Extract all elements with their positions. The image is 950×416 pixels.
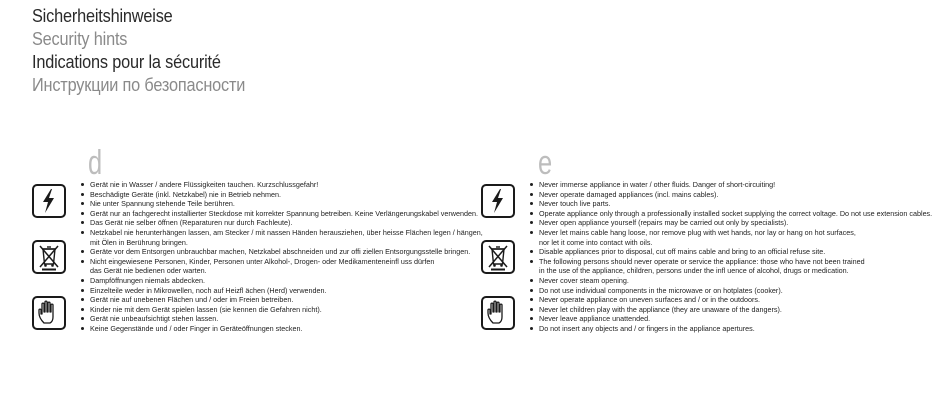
- title-english: Security hints: [32, 28, 128, 49]
- safety-hint-text: Never immerse appliance in water / other fluids. Danger of short-circuiting!: [539, 180, 776, 189]
- title-russian: Инструкции по безопасности: [32, 74, 246, 95]
- safety-hint-text: Never let children play with the appliance (they are unaware of the dangers).: [539, 304, 782, 314]
- safety-hint-text: The following persons should never operate or service the appliance: those who have not been trained: [539, 256, 865, 266]
- safety-hint-item: [530, 276, 932, 286]
- safety-hint-item: [530, 305, 932, 315]
- safety-hint-item: [530, 295, 932, 305]
- crossed-out-bin-icon: [32, 240, 66, 274]
- high-voltage-icon: [481, 184, 515, 218]
- safety-hint-item: [81, 199, 483, 209]
- safety-hint-continuation: in the use of the appliance, children, persons under the infl uence of alcohol, drugs or medication.: [539, 266, 849, 276]
- language-letter-d: d: [88, 144, 103, 182]
- safety-hint-item: [530, 324, 932, 334]
- safety-hint-item: [530, 199, 932, 209]
- safety-hint-text: Gerät nie auf unebenen Flächen und / oder im Freien betreiben.: [90, 295, 294, 305]
- safety-hint-text: Never let mains cable hang loose, nor remove plug with wet hands, nor lay or hang on hot surfaces,: [539, 227, 856, 237]
- safety-hint-item: [530, 314, 932, 324]
- safety-hint-item: [81, 218, 483, 228]
- safety-hint-item: [81, 286, 483, 296]
- safety-hint-item: [530, 286, 932, 296]
- safety-hint-text: Keine Gegenstände und / oder Finger in Geräteöffnungen stecken.: [90, 323, 303, 333]
- safety-hint-text: Kinder nie mit dem Gerät spielen lassen (sie kennen die Gefahren nicht).: [90, 304, 322, 314]
- title-french: Indications pour la sécurité: [32, 51, 221, 72]
- language-letter-e: e: [538, 144, 553, 182]
- safety-hint-item: [81, 180, 483, 190]
- safety-hint-text: Beschädigte Geräte (inkl. Netzkabel) nie in Betrieb nehmen.: [90, 189, 281, 199]
- safety-hint-text: Nie unter Spannung stehende Teile berühren.: [90, 199, 235, 209]
- safety-hint-text: Never leave appliance unattended.: [539, 314, 651, 324]
- title-block: [32, 4, 274, 96]
- safety-hint-text: Gerät nie in Wasser / andere Flüssigkeiten tauchen. Kurzschlussgefahr!: [90, 180, 319, 189]
- safety-hint-text: Gerät nie unbeaufsichtigt stehen lassen.: [90, 314, 219, 324]
- safety-list-german: [81, 180, 483, 334]
- safety-hint-item: [530, 180, 932, 190]
- safety-hint-item: [81, 257, 483, 276]
- safety-hint-text: Einzelteile weder in Mikrowellen, noch auf Heizfl ächen (Herd) verwenden.: [90, 285, 327, 295]
- safety-hint-text: Do not insert any objects and / or fingers in the appliance apertures.: [539, 323, 755, 333]
- safety-hint-text: Netzkabel nie herunterhängen lassen, am Stecker / mit nassen Händen herausziehen, über heisse Flächen legen / hängen,: [90, 227, 483, 237]
- safety-hint-item: [81, 314, 483, 324]
- safety-hint-text: Das Gerät nie selber öffnen (Reparaturen nur durch Fachleute).: [90, 218, 293, 228]
- high-voltage-icon: [32, 184, 66, 218]
- safety-hint-text: Nicht eingewiesene Personen, Kinder, Personen unter Alkohol-, Drogen- oder Medikamenteneinfl uss dürfen: [90, 256, 435, 266]
- safety-hint-item: [530, 190, 932, 200]
- safety-hint-text: Gerät nur an fachgerecht installierter Steckdose mit korrekter Spannung betreiben. Keine Verlängerungskabel verwenden.: [90, 208, 478, 218]
- safety-hint-item: [530, 218, 932, 228]
- safety-hint-text: Never operate damaged appliances (incl. mains cables).: [539, 189, 719, 199]
- safety-hint-item: [81, 209, 483, 219]
- safety-hint-item: [530, 257, 932, 276]
- safety-hint-continuation: das Gerät nie bedienen oder warten.: [90, 266, 207, 276]
- safety-hint-text: Disable appliances prior to disposal, cut off mains cable and bring to an official refuse site.: [539, 247, 826, 257]
- hand-stop-icon: [481, 296, 515, 330]
- safety-hint-item: [81, 190, 483, 200]
- safety-hint-item: [530, 228, 932, 247]
- hand-stop-icon: [32, 296, 66, 330]
- safety-hint-text: Do not use individual components in the microwave or on hotplates (cooker).: [539, 285, 783, 295]
- safety-hint-text: Never cover steam opening.: [539, 275, 629, 285]
- safety-hint-text: Dampföffnungen niemals abdecken.: [90, 275, 205, 285]
- safety-hint-text: Never open appliance yourself (repairs may be carried out only by specialists).: [539, 218, 789, 228]
- safety-hint-item: [530, 247, 932, 257]
- safety-hint-text: Never touch live parts.: [539, 199, 611, 209]
- safety-hint-item: [81, 295, 483, 305]
- safety-hint-continuation: mit Ölen in Berührung bringen.: [90, 237, 188, 247]
- safety-hint-text: Operate appliance only through a professionally installed socket supplying the correct voltage. Do not use extension cables.: [539, 208, 933, 218]
- safety-hint-item: [530, 209, 932, 219]
- safety-hint-continuation: nor let it come into contact with oils.: [539, 237, 653, 247]
- safety-hint-item: [81, 276, 483, 286]
- safety-hint-item: [81, 305, 483, 315]
- safety-list-english: [530, 180, 932, 334]
- safety-hint-item: [81, 247, 483, 257]
- safety-hint-text: Geräte vor dem Entsorgen unbrauchbar machen, Netzkabel abschneiden und zur offi ziellen Entsorgungsstelle bringen.: [90, 247, 471, 257]
- crossed-out-bin-icon: [481, 240, 515, 274]
- title-german: Sicherheitshinweise: [32, 5, 173, 26]
- safety-hint-item: [81, 324, 483, 334]
- safety-hint-text: Never operate appliance on uneven surfaces and / or in the outdoors.: [539, 295, 760, 305]
- safety-hint-item: [81, 228, 483, 247]
